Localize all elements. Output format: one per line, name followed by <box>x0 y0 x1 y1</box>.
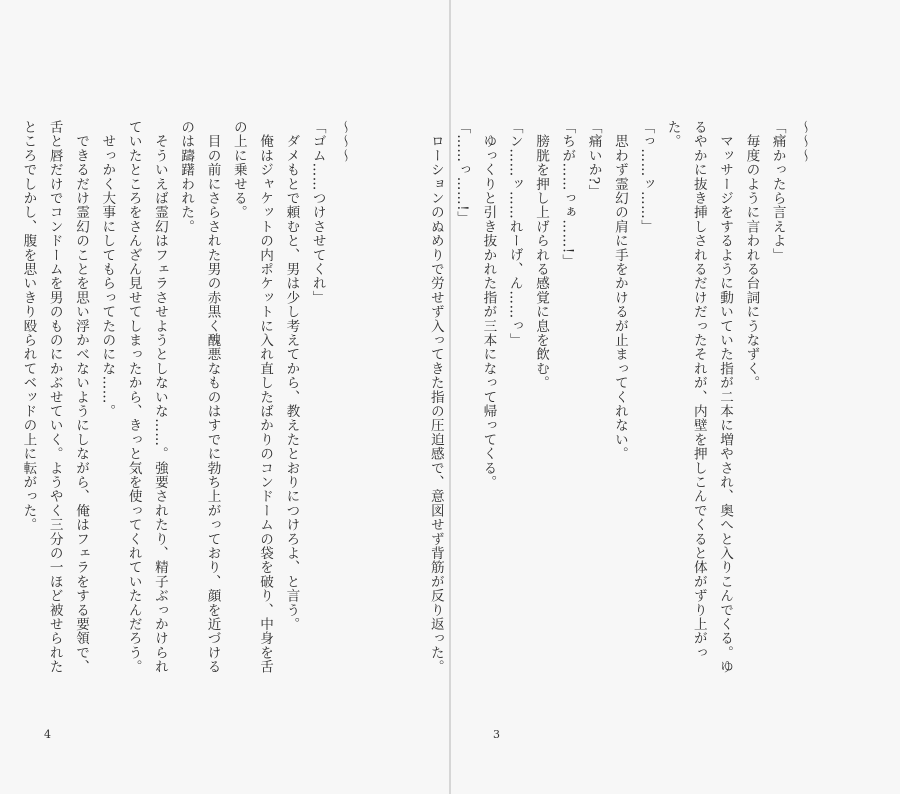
right-line: マッサージをするように動いていた指が二本に増やされ、奥へと入りこんでくる。ゆるやかに抜き挿しされるだけだったそれが、内壁を押しこんでくると体がずり上がった。 <box>664 120 734 674</box>
right-page-text <box>423 120 817 680</box>
left-line: ダメもとで頼むと、男は少し考えてから、教えたとおりにつけろよ、と言う。 <box>283 120 300 632</box>
page-number: 4 <box>44 728 51 741</box>
left-line: 俺はジャケットの内ポケットに入れ直したばかりのコンドームの袋を破り、中身を舌の上に乗せる。 <box>230 120 274 674</box>
right-line: ローションのぬめりで労せず入ってきた指の圧迫感で、意図せず背筋が反り返った。 <box>427 120 444 674</box>
left-line: せっかく大事にしてもらってたのにな……。 <box>99 120 116 419</box>
right-line: 「……っ……!」 <box>454 120 471 226</box>
right-line: 「ちが……っぁ……!」 <box>559 120 576 269</box>
left-line: 「ゴム……つけさせてくれ」 <box>309 120 326 305</box>
left-line: 目の前にさらされた男の赤黒く醜悪なものはすでに勃ち上がっており、顔を近づけるのは躊躇われた。 <box>178 120 221 674</box>
right-line: 〜〜〜 <box>796 120 812 163</box>
right-page <box>427 0 900 794</box>
left-line: できるだけ霊幻のことを思い浮かべないようにしながら、俺はフェラをする要領で、舌と唇だけでコンドームを男のものにかぶせていく。ようやく三分の一ほど被せられたところでしかし、腹を思いきり殴られてベッドの上に転がった。 <box>20 120 90 674</box>
right-line: 思わず霊幻の肩に手をかけるが止まってくれない。 <box>611 120 628 461</box>
left-page <box>0 0 449 794</box>
right-line: ゆっくりと引き抜かれた指が三本になって帰ってくる。 <box>480 120 497 490</box>
right-line: 「痛かったら言えよ」 <box>769 120 786 262</box>
right-line: 「っ……ッ……」 <box>638 120 655 234</box>
right-line: 毎度のように言われる台詞にうなずく。 <box>743 120 760 390</box>
right-line: 「ン……ッ……れーげ、ん……っ」 <box>506 120 523 348</box>
left-line: 〜〜〜 <box>336 120 352 163</box>
right-line: 膀胱を押し上げられる感覚に息を飲む。 <box>533 120 550 390</box>
page-number: 3 <box>493 728 500 741</box>
left-line: そういえば霊幻はフェラさせようとしないな……。強要されたり、精子ぶっかけられていたところをさんざん見せてしまったから、きっと気を使ってくれていたんだろう。 <box>125 120 168 674</box>
left-page-text <box>15 120 357 680</box>
right-line: 「痛いか?」 <box>585 120 602 199</box>
